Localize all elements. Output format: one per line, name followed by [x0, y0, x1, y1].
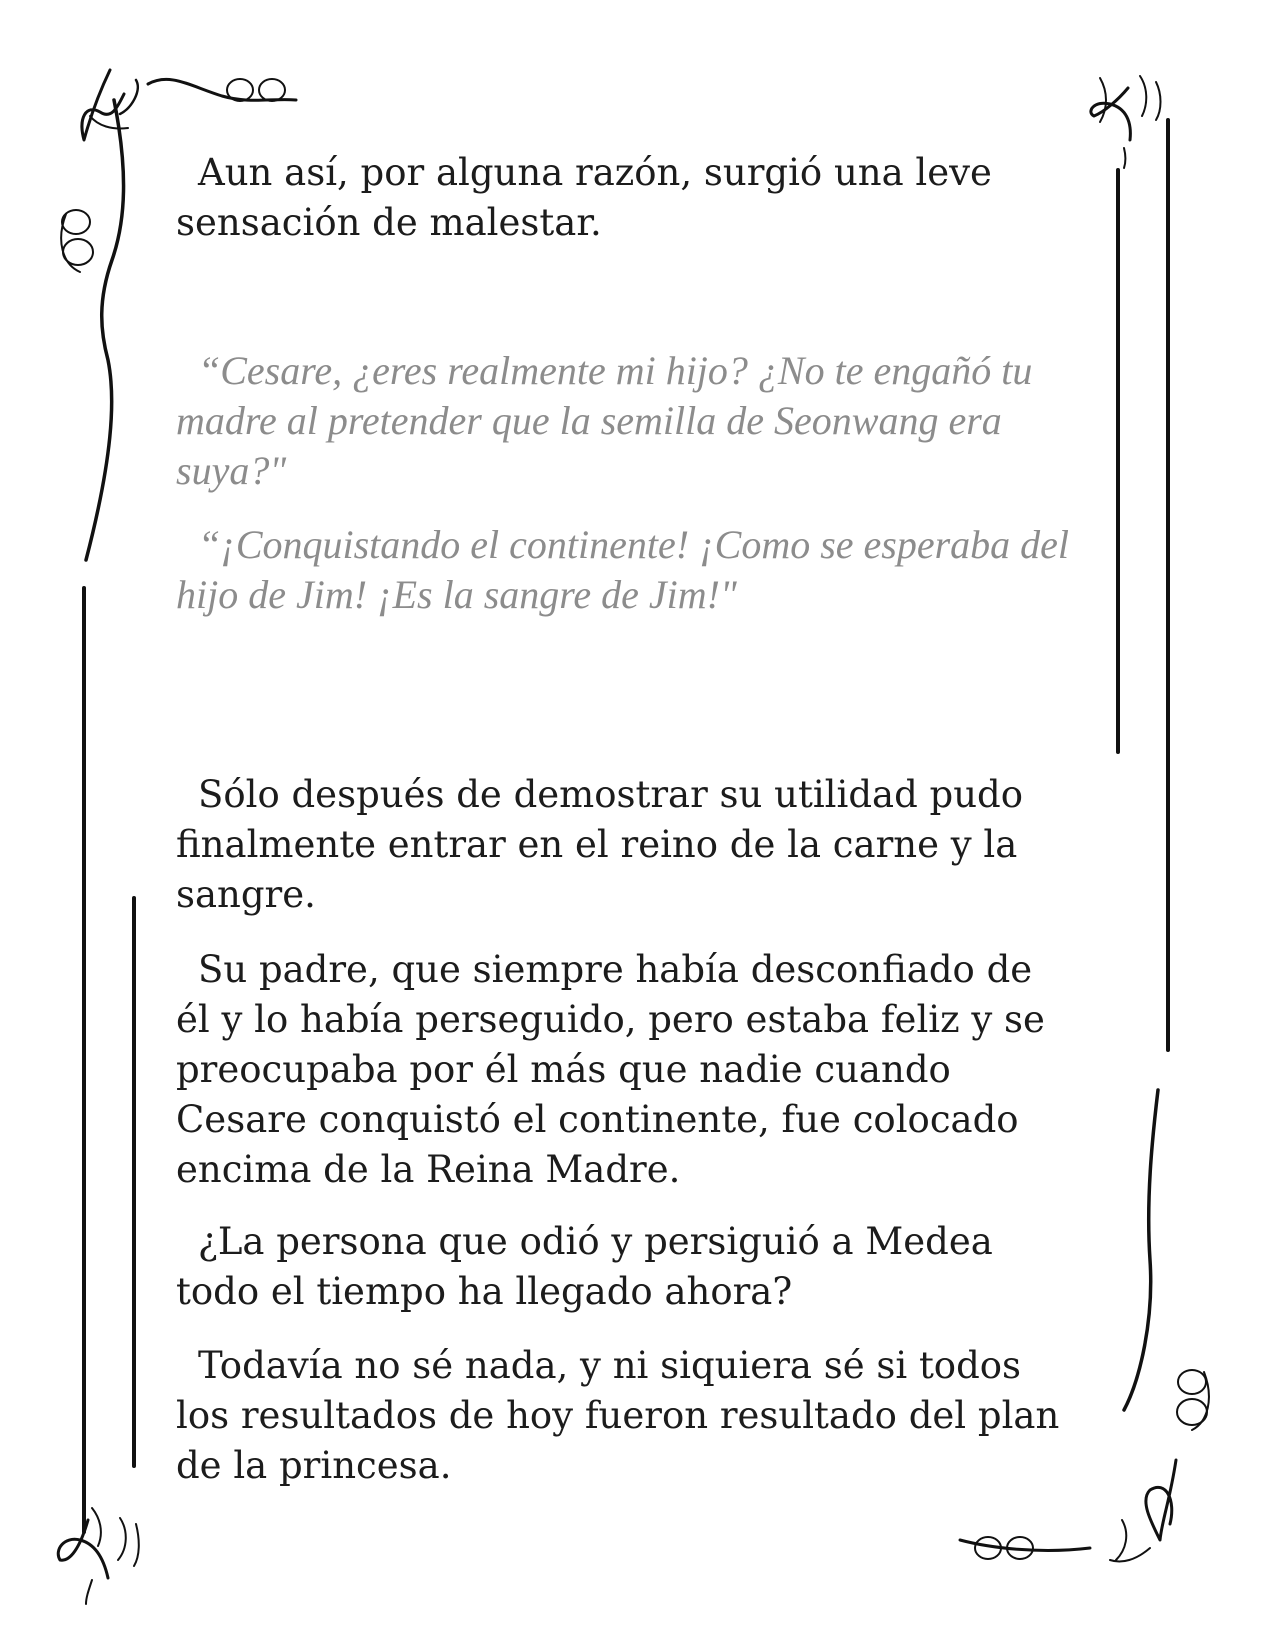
paragraph-5	[176, 1341, 1076, 1491]
paragraph-text: Sólo después de demostrar su utilidad pudo finalmente entrar en el reino de la carne y la sangre.	[176, 773, 1024, 916]
flourish-top-right-icon	[1091, 76, 1161, 168]
quote-1	[176, 346, 1076, 496]
quote-text: “¡Conquistando el continente! ¡Como se esperaba del hijo de Jim! ¡Es la sangre de Jim!"	[176, 522, 1070, 617]
paragraph-text: Aun así, por alguna razón, surgió una leve sensación de malestar.	[176, 151, 992, 244]
paragraph-3	[176, 945, 1076, 1195]
flourish-bottom-left-icon	[58, 1508, 139, 1604]
paragraph-text: Todavía no sé nada, y ni siquiera sé si todos los resultados de hoy fueron resultado del plan de la princesa.	[176, 1344, 1060, 1487]
paragraph-1	[176, 148, 1076, 248]
paragraph-text: ¿La persona que odió y persiguió a Medea todo el tiempo ha llegado ahora?	[176, 1220, 993, 1313]
quote-text: “Cesare, ¿eres realmente mi hijo? ¿No te engañó tu madre al pretender que la semilla de Seonwang era suya?"	[176, 348, 1033, 493]
paragraph-4	[176, 1217, 1076, 1317]
paragraph-2	[176, 770, 1076, 920]
paragraph-text: Su padre, que siempre había desconfiado de él y lo había perseguido, pero estaba feliz y se preocupaba por él más que nadie cuando Cesare conquistó el continente, fue colocado encima de la Reina Madre.	[176, 948, 1045, 1191]
quote-2	[176, 520, 1076, 620]
